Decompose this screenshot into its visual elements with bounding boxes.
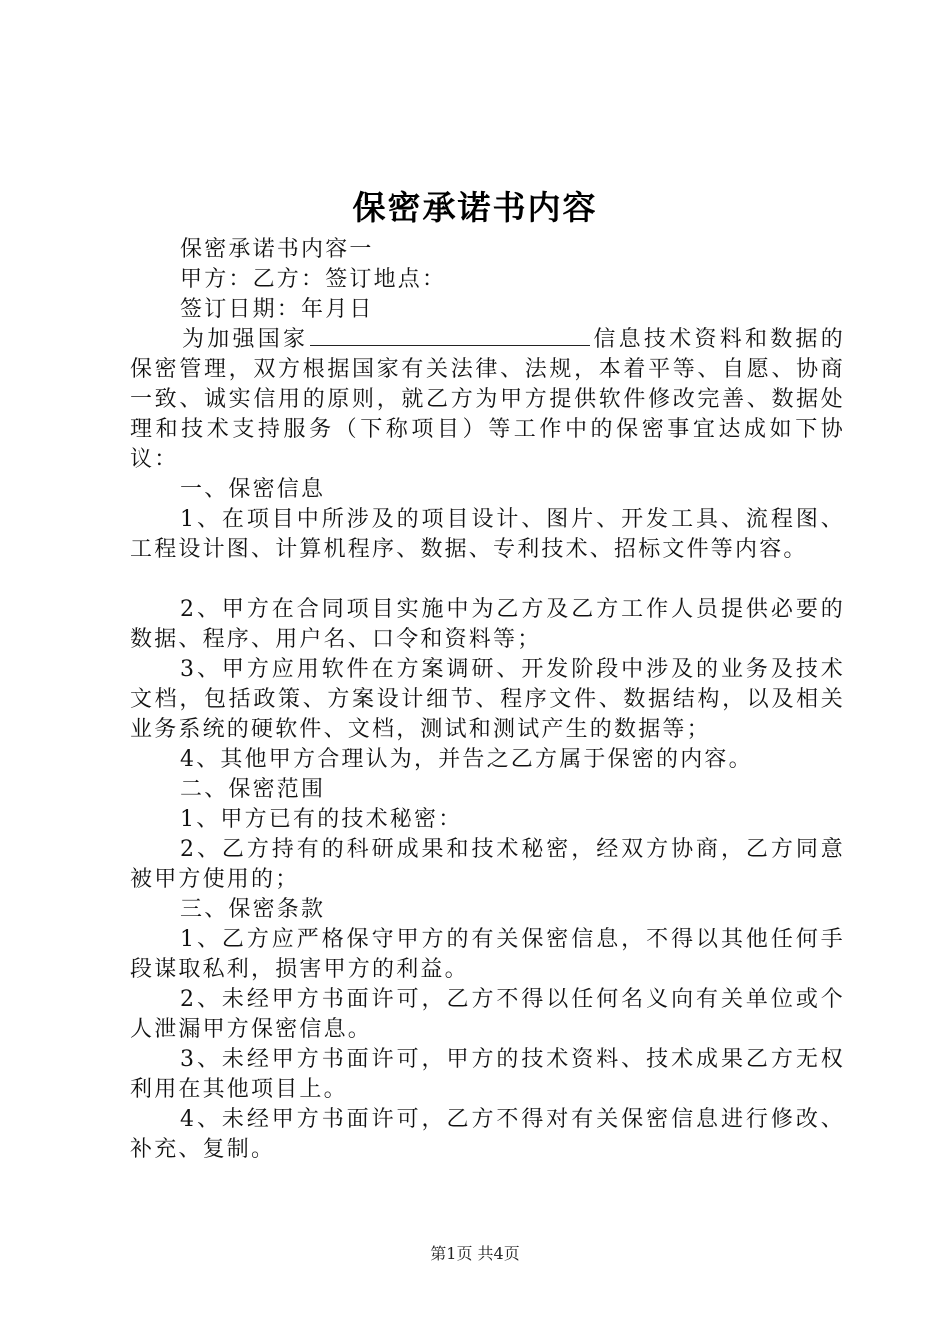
document-title: 保密承诺书内容	[352, 188, 598, 227]
paragraph-heading-1: 保密承诺书内容一	[180, 237, 374, 262]
paragraph-terms-1: 1、乙方应严格保守甲方的有关保密信息，不得以其他任何手段谋取私利，损害甲方的利益。	[130, 927, 845, 982]
paragraph-terms-4: 4、未经甲方书面许可，乙方不得对有关保密信息进行修改、补充、复制。	[130, 1107, 845, 1162]
section-heading-scope: 二、保密范围	[180, 777, 326, 802]
paragraph-info-2: 2、甲方在合同项目实施中为乙方及乙方工作人员提供必要的数据、程序、用户名、口令和资料等；	[130, 597, 845, 652]
paragraph-terms-2: 2、未经甲方书面许可，乙方不得以任何名义向有关单位或个人泄漏甲方保密信息。	[130, 987, 845, 1042]
paragraph-scope-1: 1、甲方已有的技术秘密：	[180, 807, 463, 832]
paragraph-terms-3: 3、未经甲方书面许可，甲方的技术资料、技术成果乙方无权利用在其他项目上。	[130, 1047, 845, 1102]
purpose-after-blank: 信息技术资料和数据的保密管理，双方根据国家有关法律、法规，本着平等、自愿、协商一致、诚实信用的原则，就乙方为甲方提供软件修改完善、数据处理和技术支持服务（下称项目）等工作中的保密事宜达成如下协议：	[130, 327, 845, 472]
paragraph-info-3: 3、甲方应用软件在方案调研、开发阶段中涉及的业务及技术文档，包括政策、方案设计细节、程序文件、数据结构，以及相关业务系统的硬软件、文档，测试和测试产生的数据等；	[130, 657, 845, 742]
paragraph-info-4: 4、其他甲方合理认为，并告之乙方属于保密的内容。	[180, 747, 753, 772]
paragraph-parties: 甲方：乙方：签订地点：	[180, 267, 447, 292]
page-footer: 第1页 共4页	[430, 1244, 520, 1263]
document-body	[130, 235, 845, 1165]
fill-in-blank[interactable]	[310, 325, 590, 346]
section-heading-info: 一、保密信息	[180, 477, 326, 502]
paragraph-purpose	[130, 325, 845, 475]
paragraph-info-1: 1、在项目中所涉及的项目设计、图片、开发工具、流程图、工程设计图、计算机程序、数据、专利技术、招标文件等内容。	[130, 507, 845, 562]
paragraph-scope-2: 2、乙方持有的科研成果和技术秘密，经双方协商，乙方同意被甲方使用的；	[130, 837, 845, 892]
paragraph-gap	[130, 565, 845, 595]
section-heading-terms: 三、保密条款	[180, 897, 326, 922]
purpose-before-blank: 为加强国家	[182, 327, 309, 352]
paragraph-date: 签订日期：年月日	[180, 297, 374, 322]
